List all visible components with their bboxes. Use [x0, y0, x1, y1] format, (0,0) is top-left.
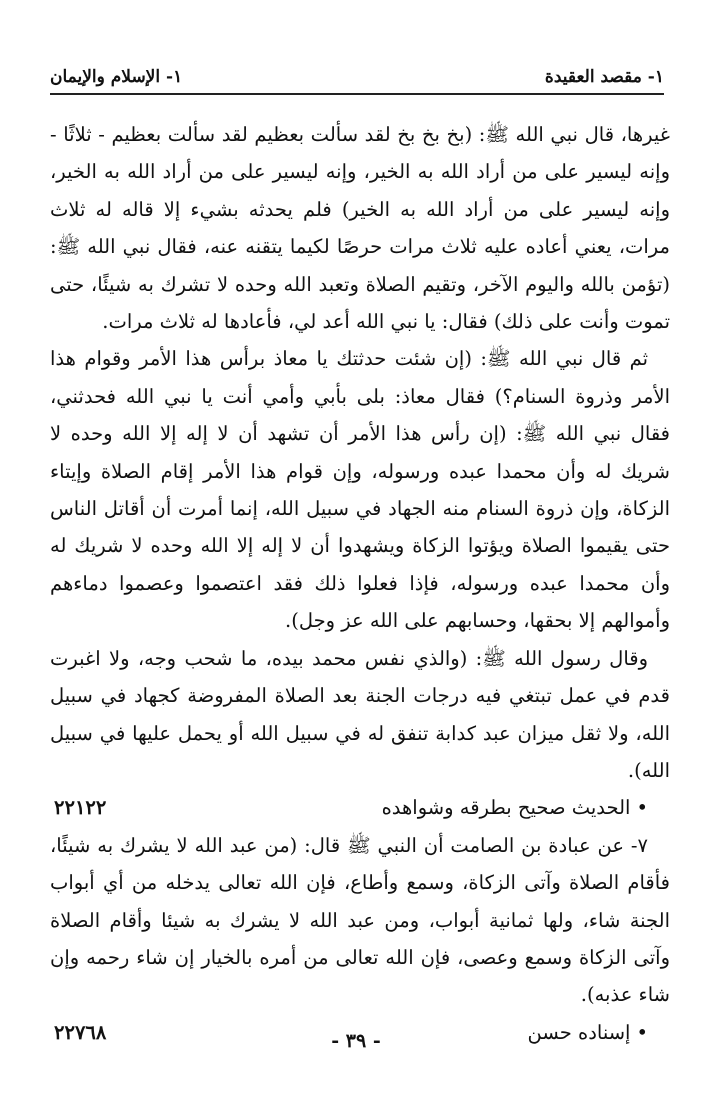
paragraph: غيرها، قال نبي الله ﷺ: (بخ بخ بخ لقد سألت بعظيم لقد سألت بعظيم - ثلاثًا - وإنه ليسير على من أراد الله به الخير، وإنه ليسير على من أراد الله به الخير، وإنه ليسير على من أراد الله به الخير) فلم يحدثه بشيء إلا قاله له ثلاث مرات، يعني أعاده عليه ثلاث مرات حرصًا لكيما يتقنه عنه، فقال نبي الله ﷺ: (تؤمن بالله واليوم الآخر، وتقيم الصلاة وتعبد الله وحده لا تشرك به شيئًا، حتى تموت وأنت على ذلك) فقال: يا نبي الله أعد لي، فأعادها له ثلاث مرات.	[50, 123, 670, 334]
grade-text: إسناده حسن	[527, 1020, 631, 1044]
hadith-number: ٢٢٧٦٨	[54, 1020, 107, 1044]
bullet-icon: •	[636, 796, 648, 820]
grade-text: الحديث صحيح بطرقه وشواهده	[381, 796, 631, 820]
page-number: - ٣٩ -	[331, 1030, 381, 1052]
running-header	[50, 62, 664, 92]
paragraph: ثم قال نبي الله ﷺ: (إن شئت حدثتك يا معاذ برأس هذا الأمر وقوام هذا الأمر وذروة السنام؟) فقال معاذ: بلى بأبي وأمي أنت يا نبي الله فحدثني، فقال نبي الله ﷺ: (إن رأس هذا الأمر أن تشهد أن لا إله إلا الله وحده لا شريك له وأن محمدا عبده ورسوله، وإن قوام هذا الأمر إقام الصلاة وإيتاء الزكاة، وإن ذروة السنام منه الجهاد في سبيل الله، إنما أمرت أن أقاتل الناس حتى يقيموا الصلاة ويؤتوا الزكاة ويشهدوا أن لا إله إلا الله وحده لا شريك له وأن محمدا عبده ورسوله، فإذا فعلوا ذلك فقد اعتصموا وعصموا دماءهم وأموالهم إلا بحقها، وحسابهم على الله عز وجل).	[50, 347, 670, 633]
chapter-title: ١- مقصد العقيدة	[544, 67, 664, 87]
bullet-icon: •	[636, 1020, 648, 1044]
paragraph: ٧- عن عبادة بن الصامت أن النبي ﷺ قال: (من عبد الله لا يشرك به شيئًا، فأقام الصلاة وآتى الزكاة، وسمع وأطاع، فإن الله تعالى يدخله من أي أبواب الجنة شاء، ولها ثمانية أبواب، ومن عبد الله لا يشرك به شيئا وأقام الصلاة وآتى الزكاة وسمع وعصى، فإن الله تعالى من أمره بالخيار إن شاء رحمه وإن شاء عذبه).	[50, 833, 670, 1007]
hadith-grade	[50, 789, 670, 826]
grade-text-wrap	[382, 789, 648, 826]
page-body	[50, 116, 670, 1051]
hadith-number: ٢٢١٢٢	[54, 796, 107, 820]
header-divider	[50, 93, 664, 95]
paragraph: وقال رسول الله ﷺ: (والذي نفس محمد بيده، ما شحب وجه، ولا اغبرت قدم في عمل تبتغي فيه درجات الجنة بعد الصلاة المفروضة كجهاد في سبيل الله، ولا ثقل ميزان عبد كدابة تنفق له في سبيل الله أو يحمل عليها في سبيل الله).	[50, 646, 670, 782]
section-title: ١- الإسلام والإيمان	[50, 67, 183, 87]
